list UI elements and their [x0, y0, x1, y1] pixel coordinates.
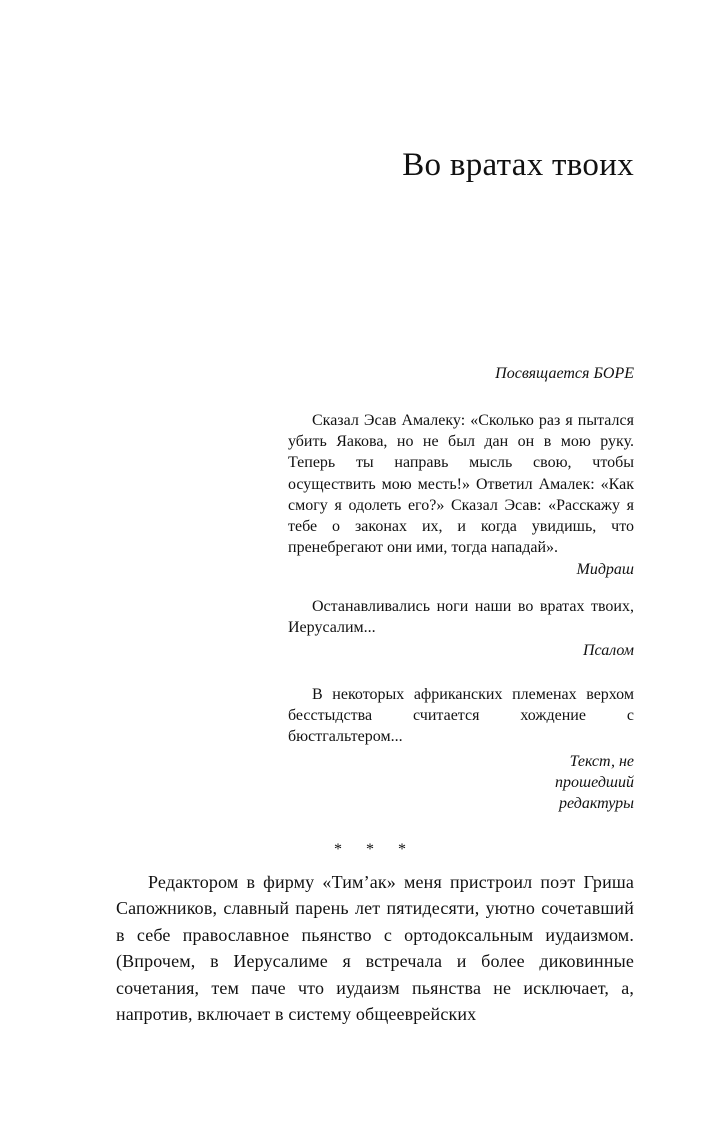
epigraph-text: Сказал Эсав Амалеку: «Сколько раз я пытался убить Яакова, но не был дан он в мою руку. Теперь ты направь мысль свою, чтобы осуществить мою месть!» Ответил Амалек: «Как смогу я одолеть его?» Сказал Эсав: «Расскажу я тебе о законах их, и когда увидишь, что пренебрегают они ими, тогда нападай». [288, 412, 634, 557]
epigraph-source: Мидраш [576, 561, 634, 579]
epigraph-text: Останавливались ноги наши во вратах твоих, Иерусалим... [288, 598, 634, 637]
epigraph-source: Псалом [582, 642, 634, 660]
epigraph-source: Текст, не прошедший редактуры [555, 752, 634, 813]
section-divider: * * * [334, 841, 416, 858]
epigraph-text: В некоторых африканских племенах верхом бесстыдства считается хождение с бюстгальтером... [288, 686, 634, 746]
epigraph-psalm [288, 596, 634, 662]
chapter-title: Во вратах твоих [402, 147, 634, 183]
body-paragraph: Редактором в фирму «Тим’ак» меня пристроил поэт Гриша Сапожников, славный парень лет пятидесяти, уютно сочетавший в себе православное пьянство с ортодоксальным иудаизмом. (Впрочем, в Иерусалиме я встречала и более диковинные сочетания, тем паче что иудаизм пьянства не исключает, а, напротив, включает в систему общееврейских [116, 872, 634, 1025]
dedication: Посвящается БОРЕ [495, 365, 634, 382]
epigraph-midrash [288, 410, 634, 581]
epigraph-unedited [288, 684, 634, 814]
